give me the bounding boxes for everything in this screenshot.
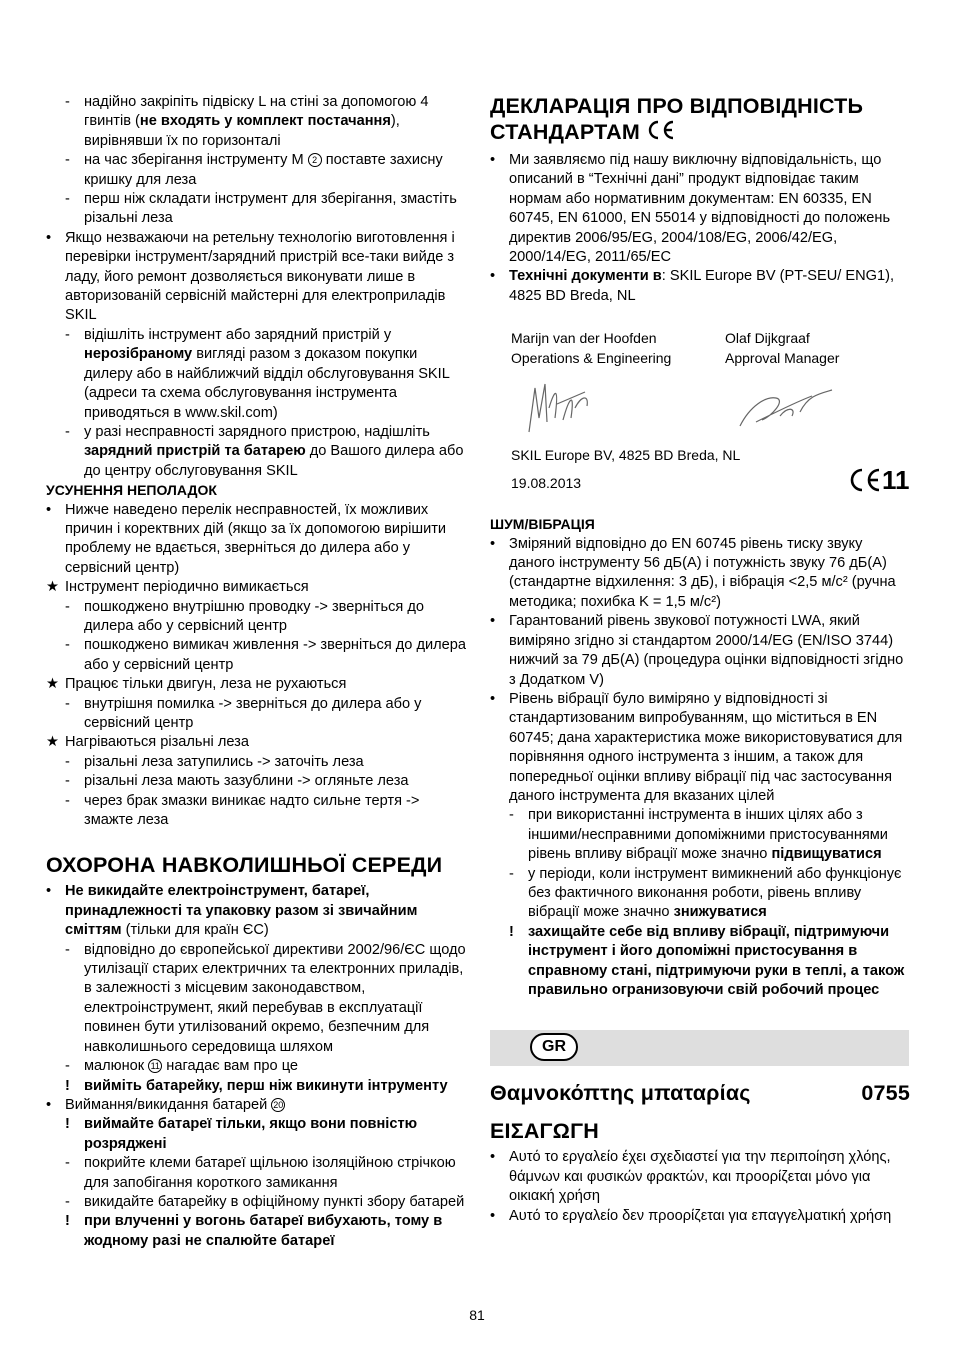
list-item: • Гарантований рівень звукової потужності LWA, який виміряно згідно зі стандартом 2000/14/EG (EN/ISO 3744) нижчий за 79 дБ(A) (процедура оцінки відповідності згідно з Додатком V) [490, 613, 904, 688]
circled-number: 20 [273, 1099, 284, 1110]
list-item: • Виймання/викидання батарей 20 [46, 1096, 466, 1115]
bullet-icon: • [490, 268, 496, 285]
language-badge: GR [530, 1033, 578, 1061]
bullet-icon: • [46, 883, 52, 900]
bullet-icon: • [46, 501, 52, 518]
trouble-item: ★ Нагріваються різальні леза [46, 733, 466, 752]
circled-number: 2 [308, 153, 322, 167]
bullet-icon: • [490, 535, 496, 552]
exclamation-icon: ! [65, 1213, 70, 1230]
list-item: - відповідно до європейської директиви 2002/96/ЄС щодо утилізації старих електричних та електронних приладів, в залежності з місцевим законодавством, електроінструмент, який перебував в експлуатації повинен бути утилізований окремо, безпечним для навколишнього середовища шляхом [65, 941, 466, 1055]
warning-item: ! вийміть батарейку, перш ніж викинути інтрументу [46, 1077, 466, 1096]
declaration-date: 19.08.2013 [511, 475, 582, 492]
dash-icon: - [65, 94, 70, 110]
exclamation-icon: ! [509, 923, 514, 940]
gr-model-number: 0755 [861, 1081, 910, 1106]
dash-icon: - [65, 1193, 70, 1210]
page-number: 81 [469, 1307, 485, 1323]
dash-icon: - [65, 792, 70, 809]
dash-icon: - [65, 152, 70, 169]
dash-icon: - [65, 773, 70, 790]
noise-heading: ШУМ/ВІБРАЦІЯ [490, 516, 595, 533]
circled-number: 11 [148, 1059, 162, 1073]
trouble-item: ★ Інструмент періодично вимикається [46, 578, 466, 597]
list-item: • Не викидайте електроінструмент, батареї, принадлежності та упаковку разом зі звичайним сміттям (тільки для країн ЄС) [46, 883, 418, 939]
dash-icon: - [65, 1155, 70, 1172]
language-band [490, 1030, 910, 1066]
list-item: • Нижче наведено перелік несправностей, їх можливих причин і коректвних дій (якщо за їх допомогою вирішити проблему не вдається, зверніться до дилера або у сервісний центр) [46, 501, 447, 576]
right-column [490, 93, 910, 1226]
bullet-icon: • [490, 690, 496, 707]
bullet-icon: • [490, 613, 496, 630]
star-icon: ★ [46, 579, 60, 596]
dash-icon: - [65, 695, 70, 712]
list-item: - викидайте батарейку в офіційному пункті збору батарей [46, 1193, 466, 1212]
list-item: • Рівень вібрації було виміряно у відповідності зі стандартизованим випробуванням, що міститься в EN 60745; дана характеристика може використовуватися для порівняння одного інструмента з іншим, а також для попередньої оцінки впливу вібрації під час застосування даного інструмента для вказаних цілей [490, 690, 903, 804]
list-item: - малюнок 11 нагадає вам про це [46, 1057, 466, 1076]
list-item: • Αυτό το εργαλείο έχει σχεδιαστεί για την περιποίηση χλόης, θάμνων και φυσικών φρακτών, και προορίζεται μόνο για οικιακή χρήση [490, 1149, 891, 1205]
dash-icon: - [65, 191, 70, 208]
dash-icon: - [509, 807, 514, 824]
list-item: - пошкоджено внутрішню проводку -> зверніться до дилера або у сервісний центр [65, 598, 424, 634]
list-item: - пошкоджено вимикач живлення -> зверніться до дилера або у сервісний центр [65, 637, 466, 673]
bullet-icon: • [490, 1207, 496, 1224]
gr-intro-heading: ΕΙΣΑΓΩΓΗ [490, 1119, 599, 1144]
dash-icon: - [65, 637, 70, 654]
dash-icon: - [65, 753, 70, 770]
list-item: - у періоди, коли інструмент вимикнений або функціонує без фактичного виконання роботи, рівень впливу вібрації може значно знижуватися [509, 865, 902, 921]
exclamation-icon: ! [65, 1077, 70, 1094]
bullet-icon: • [490, 152, 496, 168]
bullet-icon: • [490, 1149, 496, 1166]
signer-2: Olaf Dijkgraaf Approval Manager [725, 330, 840, 366]
list-item: • Ми заявляємо під нашу виключну відповідальність, що описаний в “Технічні дані” продукт відповідає таким нормам або нормативним документам: EN 60335, EN 60745, EN 61000, EN 55014 у відповідності до положень директив 2006/95/EG, 2004/108/EG, 2006/42/EG, 2000/14/EG, 2011/65/EC [490, 152, 891, 266]
list-item: • Технічні документи в: SKIL Europe BV (PT-SEU/ ENG1), 4825 BD Breda, NL [490, 268, 895, 304]
list-item: - у разі несправності зарядного пристрою, надішліть зарядний пристрій та батарею до Вашого дилера або до центру обслуговування SKIL [65, 423, 464, 479]
ce-mark-icon [848, 467, 882, 493]
gr-title-row [490, 1080, 910, 1106]
star-icon: ★ [46, 734, 60, 751]
list-item: - на час зберігання інструменту M 2 поставте захисну кришку для леза [65, 152, 443, 188]
ce-mark-year: 11 [848, 466, 910, 494]
dash-icon: - [65, 326, 70, 343]
list-item: • Зміряний відповідно до EN 60745 рівень тиску звуку даного інструменту 56 дБ(A) і потужність звуку 76 дБ(A) (стандартне відхилення: 3 дБ), і вібрація <2,5 м/с² (ручна методика; похибка K = 1,5 м/с²) [490, 535, 896, 610]
company-line: SKIL Europe BV, 4825 BD Breda, NL [511, 447, 741, 464]
signature-2-image [736, 386, 836, 432]
troubleshooting-heading: УСУНЕННЯ НЕПОЛАДОК [46, 482, 217, 499]
list-item: - внутрішня помилка -> зверніться до дилера або у сервісний центр [65, 695, 422, 731]
dash-icon: - [509, 865, 514, 882]
signer-1: Marijn van der Hoofden Operations & Engineering [511, 330, 672, 366]
warning-item: ! при влученні у вогонь батареї вибухають, тому в жодному разі не спалюйте батареї [65, 1213, 443, 1249]
dash-icon: - [65, 1058, 70, 1075]
warning-item: ! виймайте батареї тільки, якщо вони повністю розряджені [65, 1116, 418, 1152]
dash-icon: - [65, 941, 70, 958]
list-item: - відішліть інструмент або зарядний пристрій у нерозібраному вигляді разом з доказом покупки дилеру або в найближчий відділ обслуговування SKIL (адреси та схема обслуговування інструмента приводяться в www.skil.com) [65, 326, 450, 421]
star-icon: ★ [46, 676, 60, 693]
dash-icon: - [65, 423, 70, 440]
bullet-icon: • [46, 1096, 52, 1113]
gr-product-title: Θαμνοκόπτης μπαταρίας [490, 1081, 751, 1106]
ce-mark-icon [646, 119, 676, 141]
list-item: - при використанні інструмента в інших цілях або з іншими/несправними допоміжними пристосуваннями рівень впливу вібрації може значно підвищуватися [509, 807, 888, 863]
list-item: - покрийте клеми батареї щільною ізоляційною стрічкою для запобігання короткого замикання [65, 1155, 456, 1191]
exclamation-icon: ! [65, 1116, 70, 1133]
dash-icon: - [65, 598, 70, 615]
signature-block [490, 306, 910, 506]
environment-heading: ОХОРОНА НАВКОЛИШНЬОЇ СЕРЕДИ [46, 853, 443, 878]
list-item: - надійно закріпіть підвіску L на стіні за допомогою 4 гвинтів (не входять у комплект постачання), вирівнявши їх по горизонталі [65, 94, 429, 149]
list-item: - перш ніж складати інструмент для зберігання, змастіть різальні леза [65, 191, 457, 227]
list-item: - різальні леза затупились -> заточіть леза [46, 753, 466, 772]
warning-item: ! захищайте себе від впливу вібрації, підтримуючи інструмент і його допоміжні пристосування в справному стані, підтримуючи руки в теплі, а також правильно огранизовуючи свій робочий процес [509, 923, 905, 998]
list-item: • Αυτό το εργαλείο δεν προορίζεται για επαγγελματική χρήση [490, 1207, 910, 1226]
list-item: - різальні леза мають зазублини -> огляньте леза [46, 772, 466, 791]
signature-1-image [525, 378, 595, 436]
list-item: • Якщо незважаючи на ретельну технологію виготовлення і перевірки інструмент/зарядний пристрій все-таки вийде з ладу, його ремонт дозволяється виконувати лише в авторизованій сервісній майстерні для електроприладів SKIL [46, 229, 455, 324]
trouble-item: ★ Працює тільки двигун, леза не рухаються [46, 675, 466, 694]
list-item: - через брак змазки виникає надто сильне тертя -> змажте леза [65, 792, 420, 829]
left-column [46, 93, 466, 1251]
declaration-heading: ДЕКЛАРАЦІЯ ПРО ВІДПОВІДНІСТЬ СТАНДАРТАМ [490, 94, 864, 144]
bullet-icon: • [46, 229, 52, 246]
